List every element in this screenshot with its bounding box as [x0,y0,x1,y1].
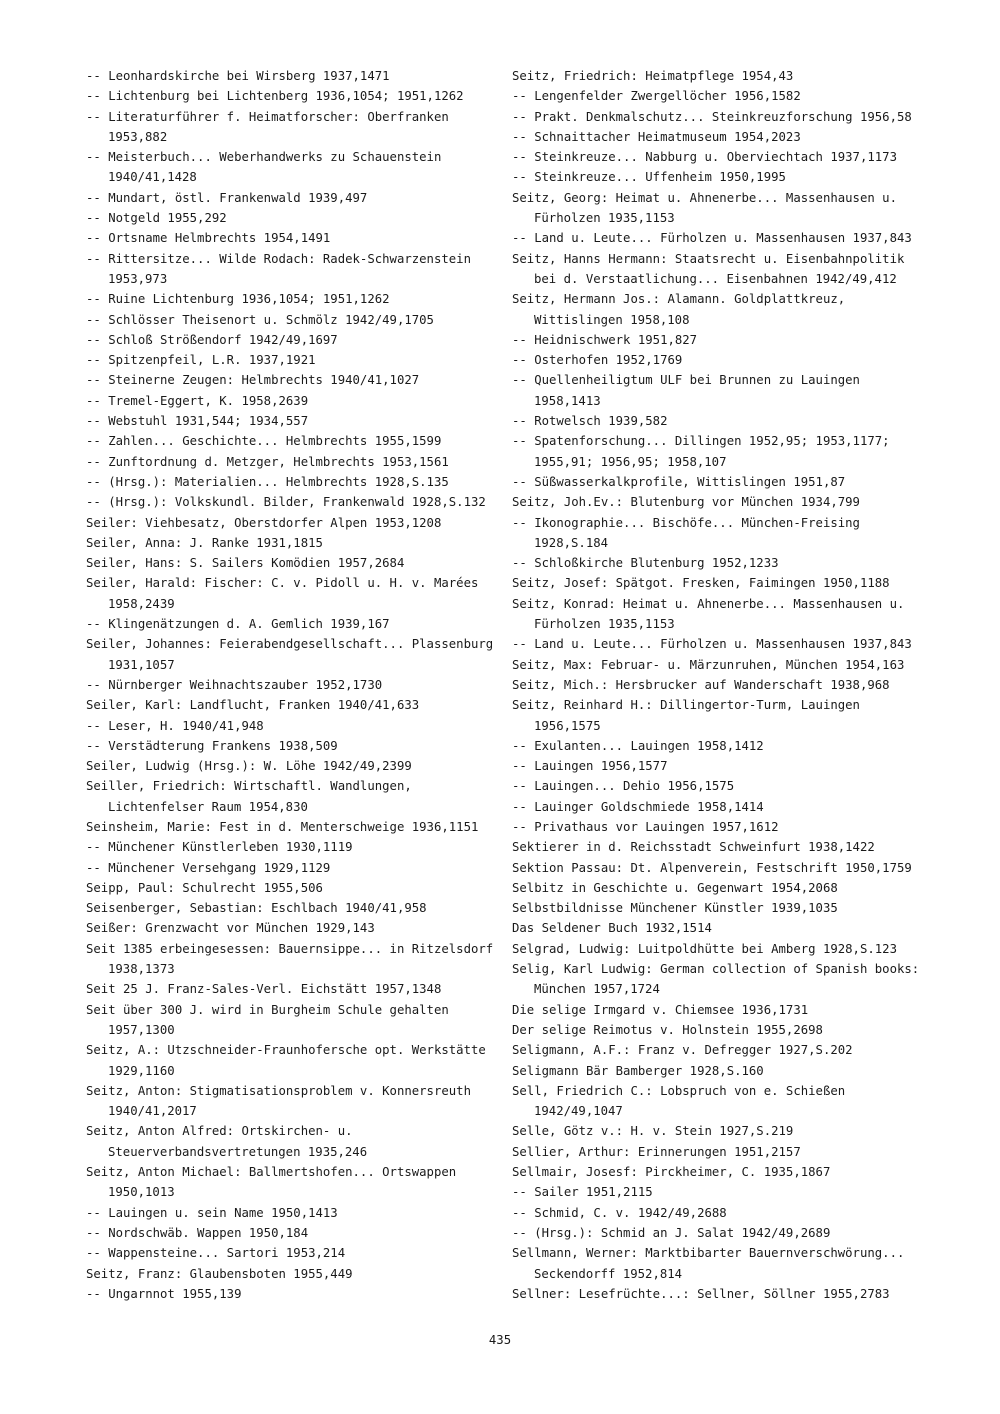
index-entry: -- Ruine Lichtenburg 1936,1054; 1951,1262 [86,292,390,307]
index-entry: Seisenberger, Sebastian: Eschlbach 1940/41,958 [86,901,427,916]
index-entry: -- Lauingen 1956,1577 [512,759,668,774]
index-entry: Sektion Passau: Dt. Alpenverein, Festschrift 1950,1759 [512,860,912,875]
index-entry: Seiler, Johannes: Feierabendgesellschaft... Plassenburg 1931,1057 [86,637,494,672]
index-entry: -- Heidnischwerk 1951,827 [512,332,698,347]
index-entry: -- Osterhofen 1952,1769 [512,353,683,368]
index-entry: -- Ungarnnot 1955,139 [86,1286,242,1301]
index-entry: -- Lengenfelder Zwergellöcher 1956,1582 [512,89,801,104]
index-entry: Seligmann Bär Bamberger 1928,S.160 [512,1063,764,1078]
index-entry: -- (Hrsg.): Volkskundl. Bilder, Frankenwald 1928,S.132 [86,495,486,510]
index-entry: -- Lauinger Goldschmiede 1958,1414 [512,799,764,814]
index-entry: -- Süßwasserkalkprofile, Wittislingen 1951,87 [512,474,846,489]
index-entry: Seitz, A.: Utzschneider-Fraunhofersche opt. Werkstätte 1929,1160 [86,1043,486,1078]
index-entry: Seit 1385 erbeingesessen: Bauernsippe... in Ritzelsdorf 1938,1373 [86,941,494,977]
index-entry: -- Schloß Strößendorf 1942/49,1697 [86,332,338,347]
index-entry: -- Lauingen u. sein Name 1950,1413 [86,1205,338,1220]
index-entry: -- Literaturführer f. Heimatforscher: Oberfranken 1953,882 [86,109,449,144]
index-entry: -- Klingenätzungen d. A. Gemlich 1939,167 [86,617,390,632]
index-entry: Seiller, Friedrich: Wirtschaftl. Wandlungen, Lichtenfelser Raum 1954,830 [86,779,412,814]
index-entry: -- Schnaittacher Heimatmuseum 1954,2023 [512,129,801,144]
index-entry: Seiler, Ludwig (Hrsg.): W. Löhe 1942/49,2399 [86,759,412,774]
index-entry: Seitz, Joh.Ev.: Blutenburg vor München 1934,799 [512,495,860,510]
index-entry: Selgrad, Ludwig: Luitpoldhütte bei Amberg 1928,S.123 [512,941,897,956]
index-entry: -- Spatenforschung... Dillingen 1952,95; 1953,1177; 1955,91; 1956,95; 1958,107 [512,434,890,469]
index-entry: -- Privathaus vor Lauingen 1957,1612 [512,819,779,834]
index-entry: Seißer: Grenzwacht vor München 1929,143 [86,921,375,936]
index-entry: -- Zunftordnung d. Metzger, Helmbrechts 1953,1561 [86,454,449,469]
index-entry: -- Nürnberger Weihnachtszauber 1952,1730 [86,677,383,692]
index-entry: Seitz, Franz: Glaubensboten 1955,449 [86,1266,353,1281]
index-entry: Seitz, Josef: Spätgot. Fresken, Faimingen 1950,1188 [512,576,890,591]
index-entry: Seitz, Reinhard H.: Dillingertor-Turm, Lauingen 1956,1575 [512,698,860,733]
index-entry: Seitz, Hanns Hermann: Staatsrecht u. Eisenbahnpolitik bei d. Verstaatlichung... Eisenbahnen 1942/49,412 [512,251,905,286]
index-entry: -- (Hrsg.): Schmid an J. Salat 1942/49,2689 [512,1225,831,1240]
index-entry: -- Meisterbuch... Weberhandwerks zu Schauenstein 1940/41,1428 [86,150,442,185]
index-entry: Seitz, Anton Michael: Ballmertshofen... Ortswappen 1950,1013 [86,1165,457,1200]
index-entry: Seitz, Anton Alfred: Ortskirchen- u. Steuerverbandsvertretungen 1935,246 [86,1124,368,1159]
index-entry: -- Wappensteine... Sartori 1953,214 [86,1246,346,1261]
index-entry: -- Prakt. Denkmalschutz... Steinkreuzforschung 1956,58 [512,109,912,124]
index-entry: Seitz, Friedrich: Heimatpflege 1954,43 [512,69,794,83]
index-entry: -- Schlösser Theisenort u. Schmölz 1942/49,1705 [86,312,434,327]
index-entry: Seligmann, A.F.: Franz v. Defregger 1927,S.202 [512,1043,853,1058]
index-entry: Seipp, Paul: Schulrecht 1955,506 [86,880,323,895]
index-entry: Das Seldener Buch 1932,1514 [512,921,712,936]
index-entry: -- Steinerne Zeugen: Helmbrechts 1940/41,1027 [86,373,420,388]
index-entry: Sellmann, Werner: Marktbibarter Bauernverschwörung... Seckendorff 1952,814 [512,1246,905,1281]
index-entry: Seit 25 J. Franz-Sales-Verl. Eichstätt 1957,1348 [86,982,442,997]
index-entry: -- Schloßkirche Blutenburg 1952,1233 [512,556,779,571]
index-entry: Sellier, Arthur: Erinnerungen 1951,2157 [512,1144,801,1159]
index-entry: Seit über 300 J. wird in Burgheim Schule gehalten 1957,1300 [86,1002,449,1037]
left-column [86,66,506,1304]
index-entry: -- Ortsname Helmbrechts 1954,1491 [86,231,331,246]
index-entry: -- Zahlen... Geschichte... Helmbrechts 1955,1599 [86,434,442,449]
page-number: 435 [488,1333,512,1347]
index-entry: -- Land u. Leute... Fürholzen u. Massenhausen 1937,843 [512,637,912,652]
index-entry: -- Leser, H. 1940/41,948 [86,718,264,733]
index-entry: Sellner: Lesefrüchte...: Sellner, Söllner 1955,2783 [512,1286,890,1301]
index-entry: -- Steinkreuze... Uffenheim 1950,1995 [512,170,786,185]
index-entry: Sektierer in d. Reichsstadt Schweinfurt 1938,1422 [512,840,875,855]
index-entry: -- Land u. Leute... Fürholzen u. Massenhausen 1937,843 [512,231,912,246]
index-entry: -- Münchener Versehgang 1929,1129 [86,860,331,875]
index-entry: Seinsheim, Marie: Fest in d. Menterschweige 1936,1151 [86,819,479,834]
index-entry: -- Mundart, östl. Frankenwald 1939,497 [86,190,368,205]
index-entry: Der selige Reimotus v. Holnstein 1955,2698 [512,1022,823,1037]
index-entry: -- Spitzenpfeil, L.R. 1937,1921 [86,353,316,368]
index-entry: -- Notgeld 1955,292 [86,211,227,226]
index-entry: Seitz, Hermann Jos.: Alamann. Goldplattkreuz, Wittislingen 1958,108 [512,292,846,327]
index-entry: -- Verstädterung Frankens 1938,509 [86,738,338,753]
index-entry: Seiler, Hans: S. Sailers Komödien 1957,2684 [86,556,405,571]
index-entry: -- Münchener Künstlerleben 1930,1119 [86,840,353,855]
index-entry: Seiler, Karl: Landflucht, Franken 1940/41,633 [86,698,420,713]
right-column [512,66,932,1304]
index-entry: Sellmair, Josesf: Pirckheimer, C. 1935,1867 [512,1165,831,1180]
index-entry: -- Leonhardskirche bei Wirsberg 1937,1471 [86,69,390,83]
index-entry: Seitz, Anton: Stigmatisationsproblem v. Konnersreuth 1940/41,2017 [86,1083,471,1119]
index-entry: -- Exulanten... Lauingen 1958,1412 [512,738,764,753]
index-entry: -- Lichtenburg bei Lichtenberg 1936,1054; 1951,1262 [86,89,464,104]
index-entry: Die selige Irmgard v. Chiemsee 1936,1731 [512,1002,809,1017]
index-entry: -- Rittersitze... Wilde Rodach: Radek-Schwarzenstein 1953,973 [86,251,471,286]
index-entry: -- Quellenheiligtum ULF bei Brunnen zu Lauingen 1958,1413 [512,373,860,408]
index-entry: -- Tremel-Eggert, K. 1958,2639 [86,393,309,408]
index-entry: -- Lauingen... Dehio 1956,1575 [512,779,735,794]
index-entry: Seitz, Max: Februar- u. Märzunruhen, München 1954,163 [512,657,905,672]
index-entry: Seiler: Viehbesatz, Oberstdorfer Alpen 1953,1208 [86,515,442,530]
index-entry: -- Schmid, C. v. 1942/49,2688 [512,1205,727,1220]
index-entry: -- Webstuhl 1931,544; 1934,557 [86,414,309,429]
index-entry: Seitz, Konrad: Heimat u. Ahnenerbe... Massenhausen u. Fürholzen 1935,1153 [512,596,905,632]
index-entry: -- Steinkreuze... Nabburg u. Oberviechtach 1937,1173 [512,150,897,165]
index-entry: Sell, Friedrich C.: Lobspruch von e. Schießen 1942/49,1047 [512,1083,846,1119]
index-entry: Seitz, Mich.: Hersbrucker auf Wanderschaft 1938,968 [512,677,890,692]
index-entry: -- Ikonographie... Bischöfe... München-Freising 1928,S.184 [512,515,860,550]
index-entry: Selbitz in Geschichte u. Gegenwart 1954,2068 [512,880,838,895]
index-entry: -- Sailer 1951,2115 [512,1185,653,1200]
index-entry: -- Rotwelsch 1939,582 [512,414,668,429]
index-entry: Seiler, Anna: J. Ranke 1931,1815 [86,535,323,550]
index-entry: Seitz, Georg: Heimat u. Ahnenerbe... Massenhausen u. Fürholzen 1935,1153 [512,190,897,226]
index-entry: -- Nordschwäb. Wappen 1950,184 [86,1225,309,1240]
index-entry: Selig, Karl Ludwig: German collection of Spanish books: München 1957,1724 [512,962,920,997]
index-entry: Seiler, Harald: Fischer: C. v. Pidoll u. H. v. Marées 1958,2439 [86,576,479,611]
index-entry: Selle, Götz v.: H. v. Stein 1927,S.219 [512,1124,794,1139]
index-entry: Selbstbildnisse Münchener Künstler 1939,1035 [512,901,838,916]
index-entry: -- (Hrsg.): Materialien... Helmbrechts 1928,S.135 [86,474,449,489]
